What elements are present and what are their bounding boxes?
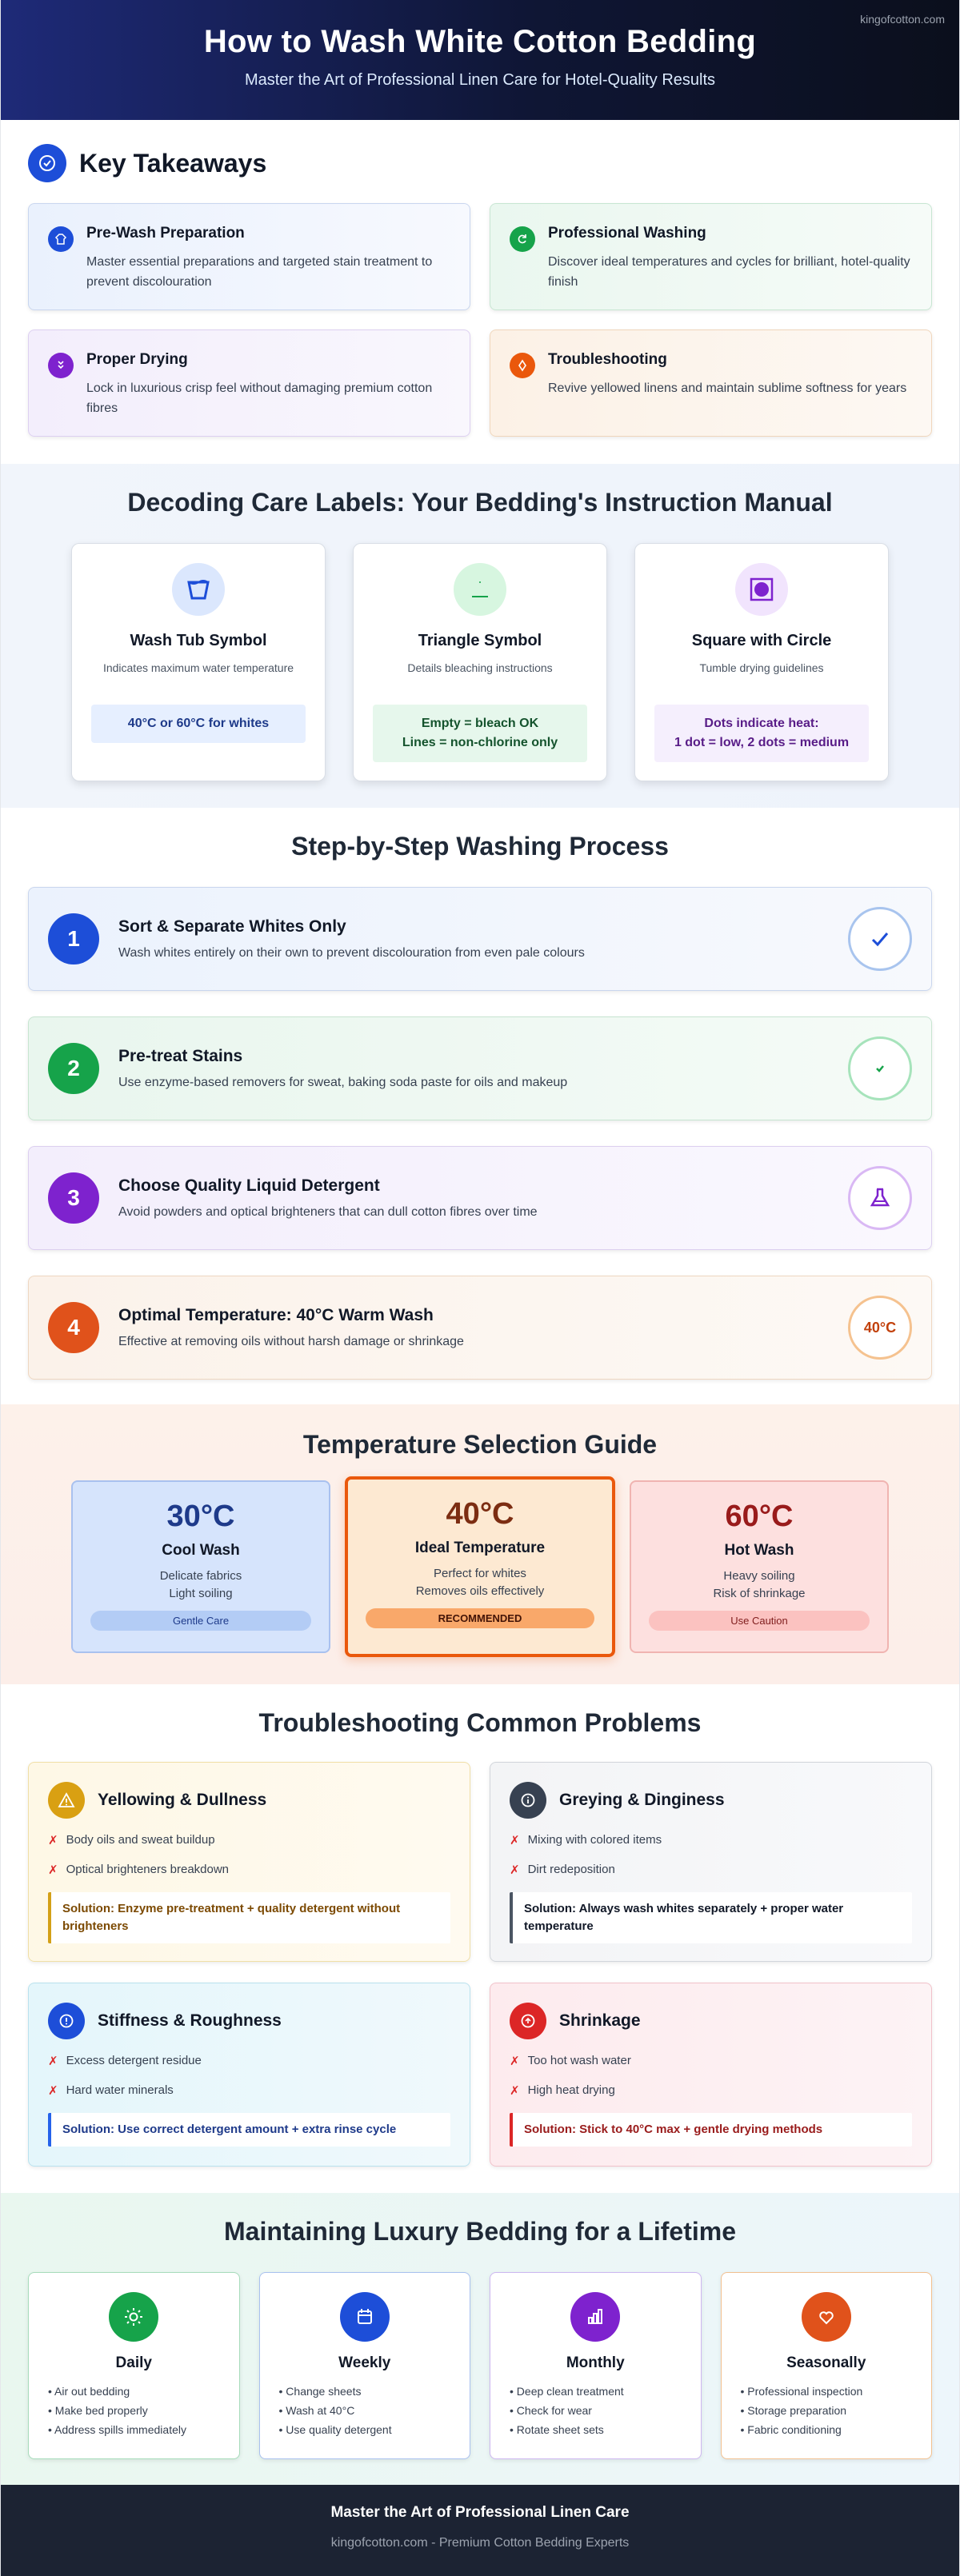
maintenance-item: • Address spills immediately (48, 2420, 239, 2439)
wash-tub-icon (172, 563, 225, 616)
cross-icon: ✗ (48, 1834, 58, 1847)
cause-item (510, 1863, 912, 1877)
temp-desc-line: Light soiling (169, 1587, 233, 1600)
footer-title: Master the Art of Professional Linen Care (330, 2504, 630, 2521)
temp-tag: Gentle Care (90, 1611, 311, 1631)
cross-icon: ✗ (510, 1834, 520, 1847)
temp-tag: Use Caution (649, 1611, 870, 1631)
takeaway-text: Discover ideal temperatures and cycles for brilliant, hotel-quality finish (548, 255, 910, 289)
temp-name: Ideal Temperature (414, 1540, 546, 1556)
triangle-icon (454, 563, 506, 616)
calendar-icon (340, 2292, 390, 2342)
maintenance-item: • Check for wear (510, 2401, 701, 2420)
temp-card-30 (71, 1480, 330, 1653)
small-check-icon (848, 1036, 912, 1100)
cause-text: High heat drying (527, 2083, 615, 2097)
takeaway-title: Troubleshooting (548, 351, 667, 368)
problem-title: Yellowing & Dullness (98, 1791, 267, 1809)
maintenance-section (1, 2193, 959, 2485)
heart-icon (802, 2292, 851, 2342)
step-number: 3 (48, 1172, 99, 1224)
maintenance-item: • Air out bedding (48, 2382, 239, 2401)
warning-icon (48, 1782, 85, 1819)
temp-desc-line: Delicate fabrics (159, 1569, 242, 1583)
troubleshooting-title: Troubleshooting Common Problems (258, 1708, 702, 1737)
key-takeaways-section (1, 120, 959, 464)
step-card-4 (28, 1276, 932, 1380)
care-label-card-square-circle (634, 543, 889, 781)
cause-text: Dirt redeposition (527, 1863, 615, 1876)
takeaway-text: Revive yellowed linens and maintain sublime softness for years (548, 381, 907, 395)
care-label-card-wash-tub (71, 543, 326, 781)
maintenance-card-title: Daily (115, 2354, 152, 2371)
temp-desc-line: Heavy soiling (723, 1569, 795, 1583)
step-card-1 (28, 887, 932, 991)
solution-box: Solution: Enzyme pre-treatment + quality detergent without brighteners (48, 1892, 450, 1943)
temperature-badge: 40°C (848, 1296, 912, 1360)
site-name: kingofcotton.com (860, 13, 945, 26)
step-text: Use enzyme-based removers for sweat, baking soda paste for oils and makeup (118, 1076, 568, 1089)
cross-icon: ✗ (510, 2055, 520, 2068)
cross-icon: ✗ (48, 1863, 58, 1877)
temp-name: Hot Wash (724, 1542, 794, 1559)
solution-box: Solution: Use correct detergent amount + extra rinse cycle (48, 2113, 450, 2147)
cross-icon: ✗ (48, 2055, 58, 2068)
cause-item (48, 1833, 450, 1847)
key-takeaways-header (28, 144, 932, 182)
cause-text: Hard water minerals (66, 2083, 174, 2097)
temperature-guide-section (1, 1404, 959, 1684)
temp-value: 40°C (446, 1497, 514, 1531)
takeaway-card-drying (28, 329, 470, 437)
care-label-desc: Tumble drying guidelines (699, 661, 824, 674)
cause-item (510, 2083, 912, 2098)
key-takeaways-title: Key Takeaways (79, 148, 267, 178)
cause-text: Mixing with colored items (527, 1833, 662, 1847)
info-icon (510, 1782, 546, 1819)
cause-item (510, 2054, 912, 2068)
shrink-icon (510, 2003, 546, 2039)
maintenance-card-daily (28, 2272, 240, 2459)
temp-desc-line: Perfect for whites (434, 1567, 526, 1580)
maintenance-title: Maintaining Luxury Bedding for a Lifetime (223, 2217, 737, 2246)
temp-desc-line: Removes oils effectively (415, 1584, 545, 1598)
cause-text: Body oils and sweat buildup (66, 1833, 215, 1847)
step-number: 2 (48, 1043, 99, 1094)
takeaway-card-prewash (28, 203, 470, 310)
care-label-desc: Details bleaching instructions (407, 661, 553, 674)
problem-card-shrinkage (490, 1983, 932, 2167)
wind-icon (48, 353, 74, 378)
problem-card-greying (490, 1762, 932, 1962)
takeaway-title: Pre-Wash Preparation (86, 225, 245, 242)
care-label-card-triangle (353, 543, 607, 781)
temp-desc (348, 1565, 612, 1600)
solution-box: Solution: Stick to 40°C max + gentle drying methods (510, 2113, 912, 2147)
takeaway-card-troubleshooting (490, 329, 932, 437)
takeaway-title: Professional Washing (548, 225, 706, 242)
step-text: Wash whites entirely on their own to prevent discolouration from even pale colours (118, 946, 585, 960)
temp-desc (631, 1568, 887, 1603)
check-icon (848, 907, 912, 971)
alert-icon (48, 2003, 85, 2039)
problem-title: Stiffness & Roughness (98, 2011, 282, 2030)
problem-card-stiffness (28, 1983, 470, 2167)
takeaway-card-washing (490, 203, 932, 310)
care-label-note: Empty = bleach OK Lines = non-chlorine only (373, 705, 587, 762)
care-labels-title: Decoding Care Labels: Your Bedding's Instruction Manual (127, 488, 833, 517)
problem-title: Shrinkage (559, 2011, 641, 2030)
tool-icon (510, 353, 535, 378)
washing-steps-section (1, 808, 959, 1404)
maintenance-card-title: Weekly (338, 2354, 391, 2371)
check-circle-icon (28, 144, 66, 182)
washing-steps-title: Step-by-Step Washing Process (291, 832, 669, 861)
troubleshooting-section (1, 1684, 959, 2193)
footer-subtitle: kingofcotton.com - Premium Cotton Bedding Experts (330, 2536, 630, 2550)
care-label-title: Triangle Symbol (418, 632, 542, 649)
maintenance-item: • Professional inspection (741, 2382, 932, 2401)
maintenance-item: • Rotate sheet sets (510, 2420, 701, 2439)
care-labels-section (1, 464, 959, 808)
maintenance-item: • Fabric conditioning (741, 2420, 932, 2439)
maintenance-card-weekly (259, 2272, 471, 2459)
sun-icon (109, 2292, 158, 2342)
hero-header (1, 0, 959, 120)
step-number: 4 (48, 1302, 99, 1353)
maintenance-card-seasonally (721, 2272, 933, 2459)
cause-item (48, 2054, 450, 2068)
maintenance-item: • Use quality detergent (279, 2420, 470, 2439)
maintenance-card-title: Monthly (566, 2354, 625, 2371)
problem-title: Greying & Dinginess (559, 1791, 725, 1809)
cause-text: Too hot wash water (527, 2054, 631, 2067)
cross-icon: ✗ (510, 2084, 520, 2098)
step-title: Choose Quality Liquid Detergent (118, 1176, 380, 1195)
refresh-icon (510, 226, 535, 252)
page-subtitle: Master the Art of Professional Linen Care for Hotel-Quality Results (244, 71, 716, 89)
step-text: Effective at removing oils without harsh damage or shrinkage (118, 1335, 464, 1348)
takeaway-text: Master essential preparations and targeted stain treatment to prevent discolouration (86, 255, 433, 289)
care-label-note: Dots indicate heat: 1 dot = low, 2 dots = medium (654, 705, 869, 762)
temp-tag: RECOMMENDED (366, 1608, 594, 1628)
temp-name: Cool Wash (162, 1542, 240, 1559)
temp-card-40 (345, 1476, 615, 1657)
bar-chart-icon (570, 2292, 620, 2342)
step-title: Sort & Separate Whites Only (118, 917, 346, 936)
step-text: Avoid powders and optical brighteners that can dull cotton fibres over time (118, 1205, 538, 1219)
maintenance-card-monthly (490, 2272, 702, 2459)
step-title: Pre-treat Stains (118, 1047, 243, 1065)
problem-card-yellowing (28, 1762, 470, 1962)
cause-text: Excess detergent residue (66, 2054, 202, 2067)
cause-item (48, 1863, 450, 1877)
care-label-note: 40°C or 60°C for whites (91, 705, 306, 743)
page-title: How to Wash White Cotton Bedding (203, 24, 757, 59)
care-label-title: Square with Circle (691, 632, 832, 649)
temp-value: 60°C (725, 1500, 794, 1533)
takeaway-title: Proper Drying (86, 351, 188, 368)
page-footer (1, 2485, 959, 2576)
maintenance-card-title: Seasonally (786, 2354, 866, 2371)
temp-value: 30°C (166, 1500, 235, 1533)
step-title: Optimal Temperature: 40°C Warm Wash (118, 1306, 434, 1324)
solution-box: Solution: Always wash whites separately + proper water temperature (510, 1892, 912, 1943)
cause-text: Optical brighteners breakdown (66, 1863, 230, 1876)
shirt-icon (48, 226, 74, 252)
step-card-2 (28, 1016, 932, 1120)
temp-desc (73, 1568, 329, 1603)
care-label-desc: Indicates maximum water temperature (102, 661, 294, 674)
temp-card-60 (630, 1480, 889, 1653)
step-card-3 (28, 1146, 932, 1250)
maintenance-item: • Storage preparation (741, 2401, 932, 2420)
temperature-guide-title: Temperature Selection Guide (302, 1430, 658, 1459)
takeaway-text: Lock in luxurious crisp feel without damaging premium cotton fibres (86, 381, 433, 415)
maintenance-item: • Make bed properly (48, 2401, 239, 2420)
maintenance-item: • Deep clean treatment (510, 2382, 701, 2401)
flask-icon (848, 1166, 912, 1230)
maintenance-item: • Change sheets (279, 2382, 470, 2401)
care-label-title: Wash Tub Symbol (130, 632, 267, 649)
cross-icon: ✗ (510, 1863, 520, 1877)
cross-icon: ✗ (48, 2084, 58, 2098)
step-number: 1 (48, 913, 99, 965)
cause-item (510, 1833, 912, 1847)
temp-desc-line: Risk of shrinkage (713, 1587, 806, 1600)
maintenance-item: • Wash at 40°C (279, 2401, 470, 2420)
cause-item (48, 2083, 450, 2098)
square-circle-icon (735, 563, 788, 616)
